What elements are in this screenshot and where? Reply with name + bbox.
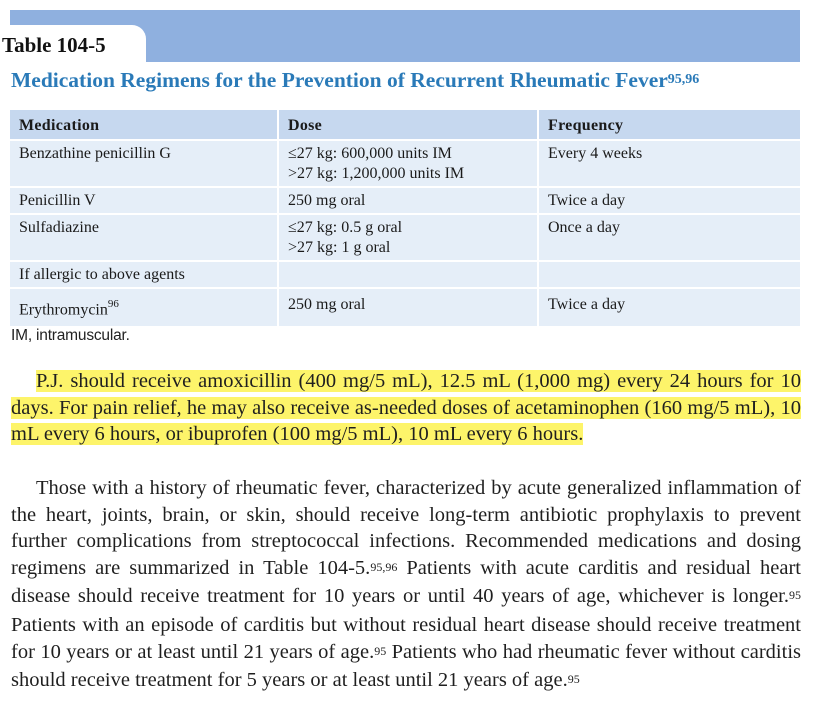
frequency-cell: Twice a day <box>538 288 800 326</box>
sentence: Those with a history of rheumatic fever, characterized by acute generalized inflammation of the heart, joints, brain, or skin, should receive long-term antibiotic prophylaxis to prevent further complications from streptococcal infections. Recommended medications and dosing regimens are summarized in Table 104-5. <box>11 477 801 579</box>
sentence: Patients who had rheumatic fever without carditis should receive treatment for 5 years or at least until 21 years of age. <box>11 640 801 692</box>
dose-line: ≤27 kg: 600,000 units IM <box>288 145 452 162</box>
medication-cell: Benzathine penicillin G <box>10 140 278 187</box>
table-title <box>11 68 699 93</box>
highlighted-text: P.J. should receive amoxicillin (400 mg/5 mL), 12.5 mL (1,000 mg) every 24 hours for 10 days. For pain relief, he may also receive as-needed doses of acetaminophen (160 mg/5 mL), 10 mL every 6 hours, or ibuprofen (100 mg/5 mL), 10 mL every 6 hours. <box>11 370 801 446</box>
medication-cell: Penicillin V <box>10 187 278 214</box>
medication-cell: Sulfadiazine <box>10 214 278 261</box>
column-header-frequency: Frequency <box>538 110 800 140</box>
dose-cell <box>278 140 538 187</box>
table-row <box>10 140 800 187</box>
medication-cell <box>10 288 278 326</box>
dose-cell <box>278 214 538 261</box>
sentence: Patients with an episode of carditis but without residual heart disease should receive treatment for 10 years or at least until 21 years of age. <box>11 613 801 663</box>
sentence: Patients with acute carditis and residual heart disease should receive treatment for 10 years or until 40 years of age, whichever is longer. <box>11 556 801 608</box>
table-row <box>10 261 800 288</box>
table-row <box>10 187 800 214</box>
column-header-dose: Dose <box>278 110 538 140</box>
citation-ref: 95 <box>374 643 387 658</box>
medication-name: Erythromycin <box>19 301 108 319</box>
table-row <box>10 288 800 326</box>
medication-table <box>10 110 800 326</box>
paragraph-highlighted <box>11 368 801 448</box>
citation-ref: 95 <box>567 672 580 687</box>
table-title-text: Medication Regimens for the Prevention of Recurrent Rheumatic Fever <box>11 68 668 92</box>
medication-cell: If allergic to above agents <box>10 261 278 288</box>
frequency-cell: Every 4 weeks <box>538 140 800 187</box>
frequency-cell <box>538 261 800 288</box>
table-header-row <box>10 110 800 140</box>
dose-cell: 250 mg oral <box>278 187 538 214</box>
medication-ref: 96 <box>107 298 119 310</box>
table-row <box>10 214 800 261</box>
frequency-cell: Once a day <box>538 214 800 261</box>
frequency-cell: Twice a day <box>538 187 800 214</box>
dose-line: ≤27 kg: 0.5 g oral <box>288 219 403 236</box>
table-title-refs: 95,96 <box>667 72 700 87</box>
dose-cell: 250 mg oral <box>278 288 538 326</box>
dose-line: >27 kg: 1,200,000 units IM <box>288 165 465 182</box>
dose-line: >27 kg: 1 g oral <box>288 239 391 256</box>
table-number: Table 104-5 <box>0 25 146 65</box>
paragraph-prophylaxis <box>11 475 801 696</box>
dose-cell <box>278 261 538 288</box>
citation-ref: 95,96 <box>370 559 398 574</box>
table-footnote: IM, intramuscular. <box>11 327 130 344</box>
citation-ref: 95 <box>789 588 801 603</box>
column-header-medication: Medication <box>10 110 278 140</box>
